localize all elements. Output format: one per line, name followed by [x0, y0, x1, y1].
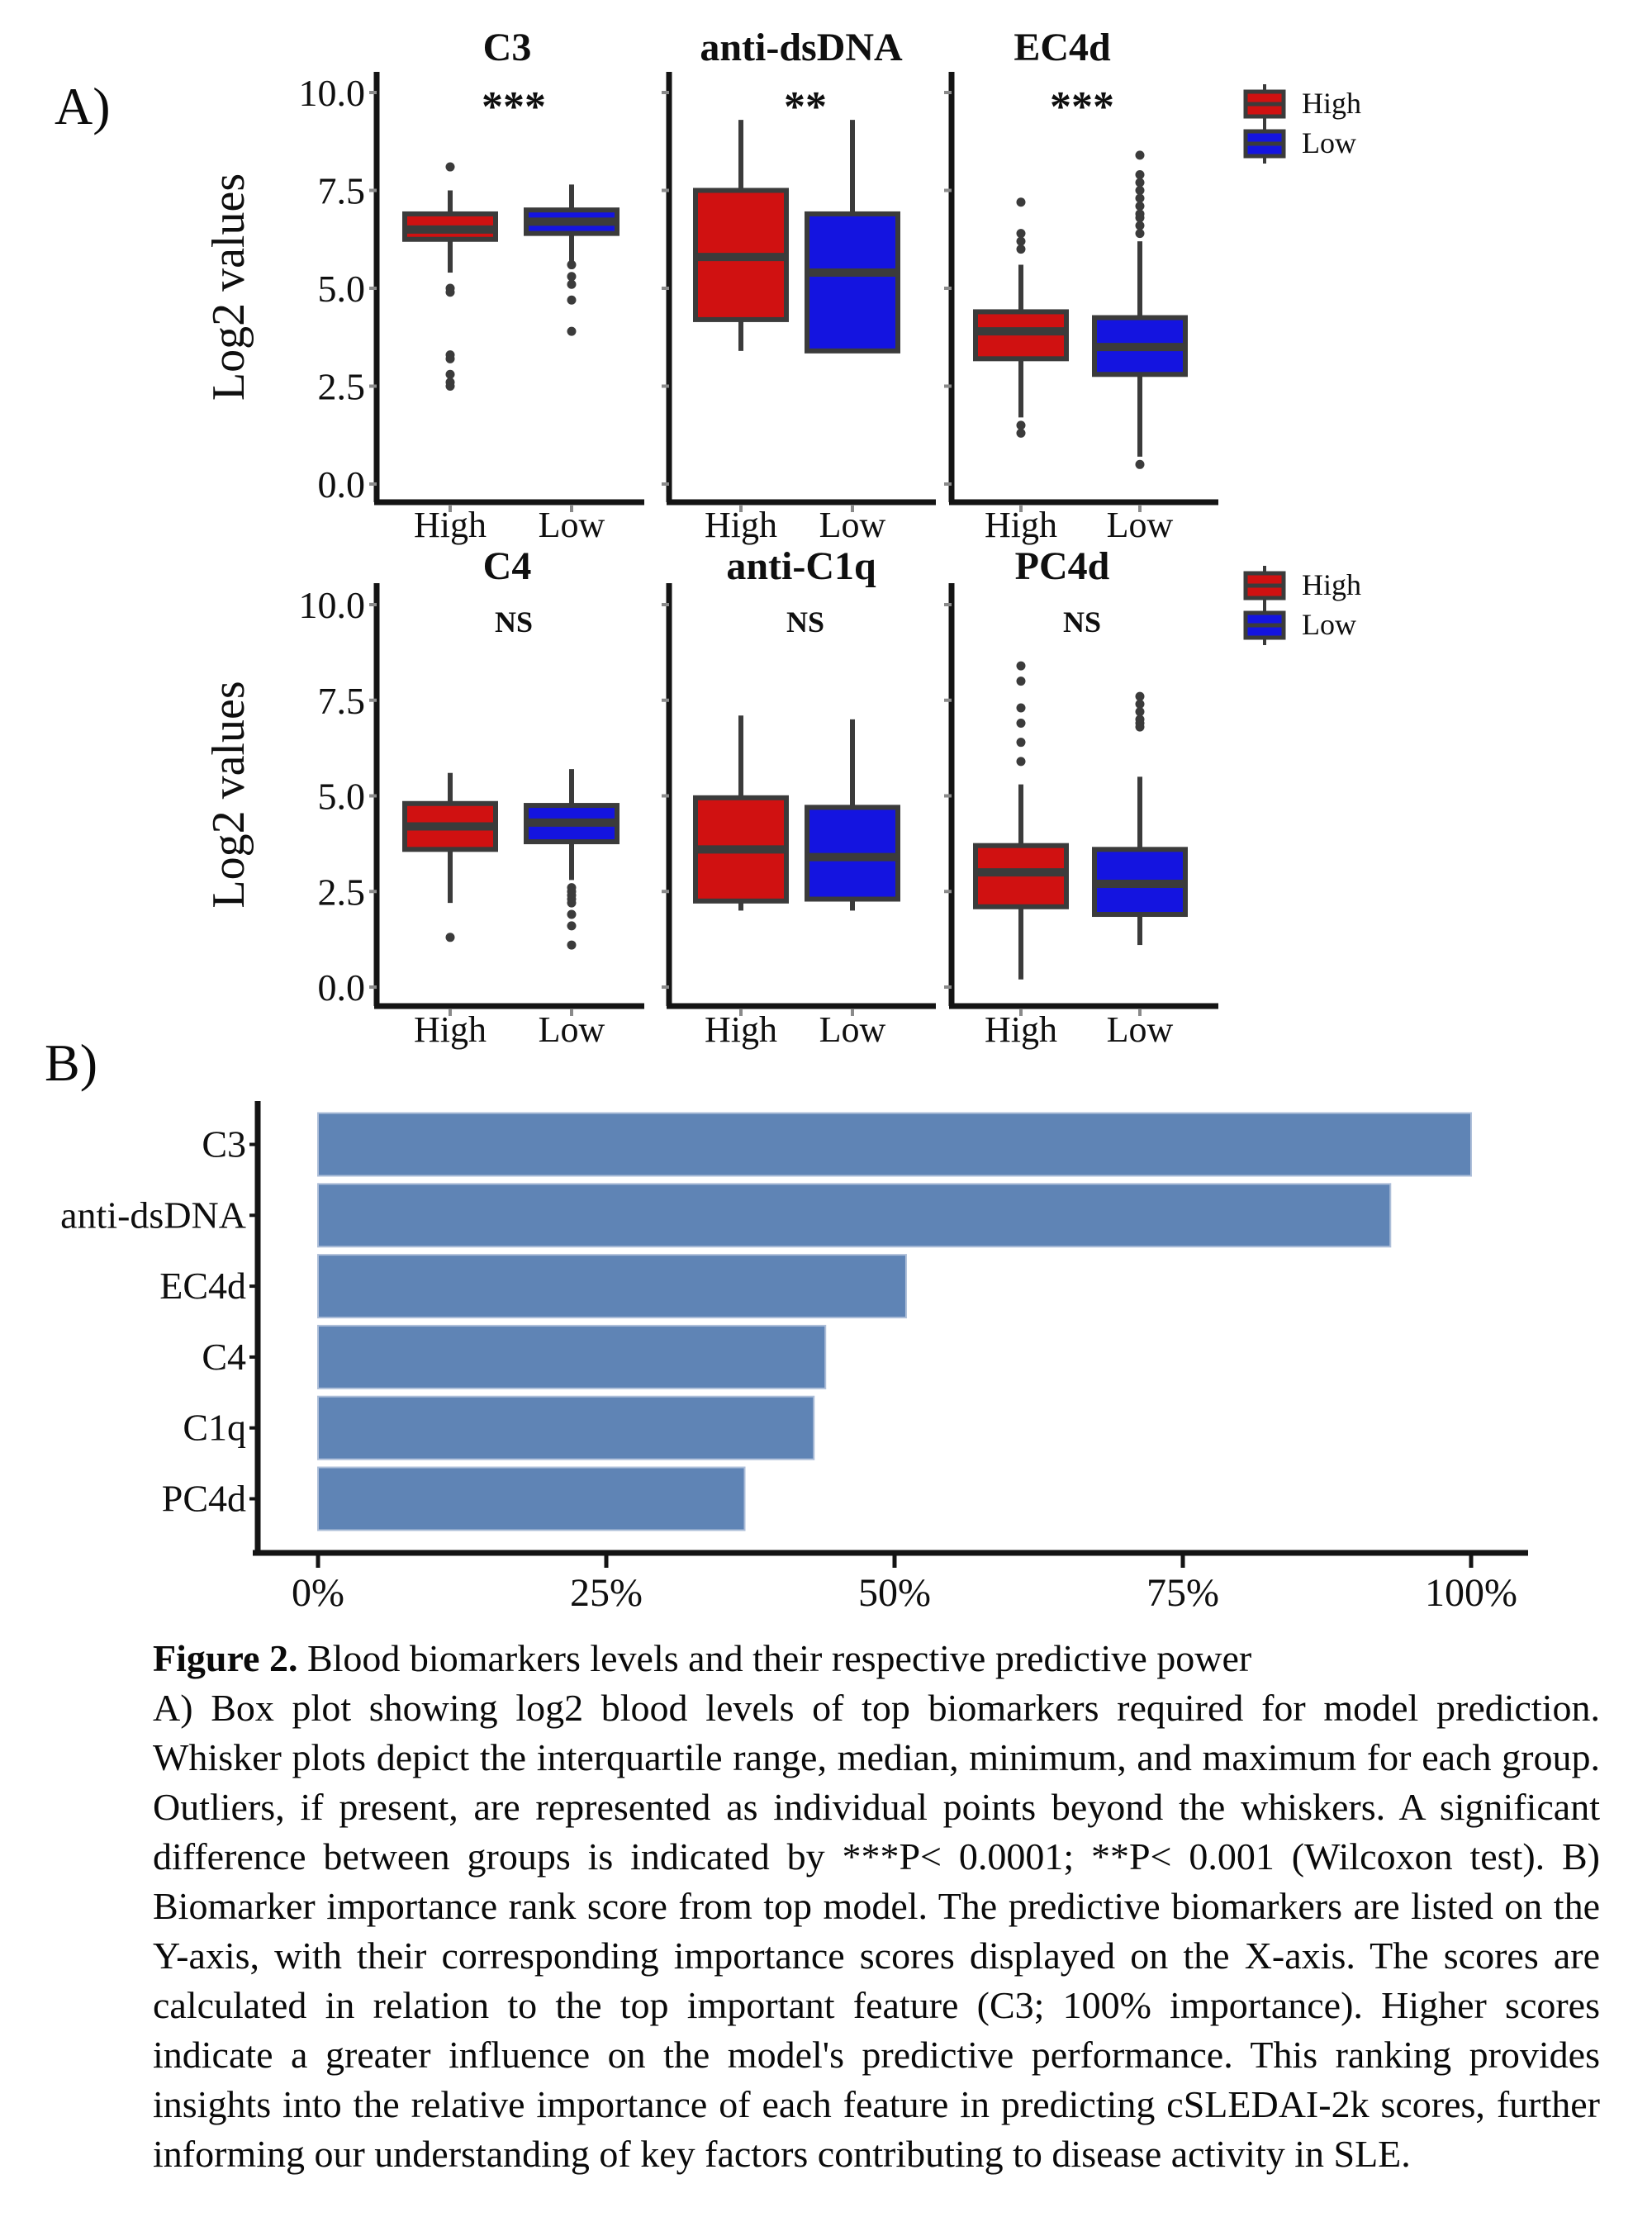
outlier-point [446, 163, 455, 172]
y-tick-label: 7.5 [317, 679, 365, 722]
outlier-point [1017, 420, 1026, 430]
outlier-point [1136, 460, 1145, 469]
subplot-EC4d [944, 26, 1218, 545]
x-category-label: High [705, 1009, 777, 1050]
outlier-point [446, 354, 455, 363]
outlier-point [567, 296, 577, 305]
y-tick-label: 7.5 [317, 169, 365, 212]
legend-label: Low [1302, 608, 1356, 641]
outlier-point [567, 280, 577, 289]
y-tick-label: 0.0 [317, 966, 365, 1009]
outlier-point [1017, 757, 1026, 766]
bar-EC4d [318, 1255, 906, 1317]
bar-category-label: C1q [183, 1406, 246, 1449]
y-tick-label: 5.0 [317, 268, 365, 310]
boxplot-row-1 [203, 26, 1361, 545]
subplot-title: anti-dsDNA [700, 26, 903, 69]
subplot-C3 [299, 26, 645, 545]
y-axis-title: Log2 values [203, 173, 254, 401]
x-tick-label: 100% [1425, 1571, 1517, 1615]
box-low [526, 184, 617, 335]
outlier-point [567, 941, 577, 950]
caption-title [153, 1634, 1600, 1683]
outlier-point [1017, 229, 1026, 238]
significance-label: NS [786, 605, 825, 639]
iqr-box [807, 214, 898, 351]
legend [1246, 566, 1361, 645]
significance-label: *** [482, 83, 546, 131]
outlier-point [1017, 719, 1026, 728]
box-low [1094, 150, 1185, 468]
box-low [526, 769, 617, 949]
bar-category-label: C3 [202, 1123, 246, 1165]
legend-label: High [1302, 568, 1361, 601]
subplot-title: C4 [482, 544, 532, 588]
legend-label: High [1302, 87, 1361, 120]
legend-label: Low [1302, 126, 1356, 159]
boxplot-row-2 [203, 544, 1361, 1050]
caption-body: A) Box plot showing log2 blood levels of top biomarkers required for model prediction. Whisker plots depict the interquartile range, median, minimum, and maximum for each group. Outliers, if present, are represented as individual points beyond the whiskers. A significant difference between groups is indicated by ***P< 0.0001; **P< 0.001 (Wilcoxon test). B) Biomarker importance rank score from top model. The predictive biomarkers are listed on the Y-axis, with their corresponding importance scores displayed on the X-axis. The scores are calculated in relation to the top important feature (C3; 100% importance). Higher scores indicate a greater influence on the model's predictive performance. This ranking provides insights into the relative importance of each feature in predicting cSLEDAI-2k scores, further informing our understanding of key factors contributing to disease activity in SLE. [153, 1687, 1600, 2175]
box-low [807, 120, 898, 351]
box-high [976, 197, 1066, 438]
subplot-anti-dsDNA [662, 26, 936, 545]
bar-category-label: C4 [202, 1335, 246, 1378]
x-category-label: High [414, 1009, 487, 1050]
outlier-point [446, 287, 455, 297]
outlier-point [1136, 202, 1145, 211]
subplot-title: EC4d [1014, 26, 1111, 69]
outlier-point [567, 910, 577, 919]
subplot-C4 [299, 544, 645, 1050]
box-low [807, 719, 898, 911]
y-tick-label: 2.5 [317, 871, 365, 914]
bar-C4 [318, 1326, 825, 1389]
significance-label: NS [1062, 605, 1102, 639]
outlier-point [1136, 178, 1145, 188]
outlier-point [1017, 704, 1026, 713]
outlier-point [567, 260, 577, 269]
boxplot-panel [0, 0, 1652, 1066]
bar-C3 [318, 1113, 1471, 1176]
significance-label: *** [1050, 83, 1114, 131]
outlier-point [1136, 723, 1145, 732]
bar-category-label: EC4d [159, 1265, 246, 1308]
outlier-point [1136, 186, 1145, 195]
x-category-label: Low [819, 1009, 886, 1050]
outlier-point [1017, 244, 1026, 254]
subplot-title: anti-C1q [726, 544, 876, 588]
bar-C1q [318, 1397, 814, 1460]
outlier-point [1136, 221, 1145, 230]
bar-chart-panel [0, 1066, 1652, 1644]
box-high [695, 120, 786, 351]
box-high [695, 715, 786, 910]
panel-b-label: B) [45, 1033, 97, 1092]
x-category-label: Low [538, 1009, 605, 1050]
bar-PC4d [318, 1468, 745, 1531]
outlier-point [1017, 429, 1026, 438]
outlier-point [567, 899, 577, 908]
box-low [1094, 692, 1185, 945]
x-category-label: High [414, 505, 487, 545]
outlier-point [1136, 150, 1145, 159]
outlier-point [567, 921, 577, 930]
outlier-point [1136, 229, 1145, 238]
x-tick-label: 0% [292, 1571, 344, 1615]
x-category-label: Low [538, 505, 605, 545]
outlier-point [1017, 676, 1026, 686]
x-category-label: High [985, 1009, 1057, 1050]
y-tick-label: 0.0 [317, 463, 365, 506]
y-tick-label: 10.0 [298, 584, 365, 626]
outlier-point [1136, 213, 1145, 222]
outlier-point [1017, 197, 1026, 207]
caption-figure-number: Figure 2. [153, 1637, 298, 1679]
caption-title-text: Blood biomarkers levels and their respective predictive power [297, 1637, 1252, 1679]
y-tick-label: 10.0 [298, 72, 365, 114]
bar-category-label: anti-dsDNA [60, 1194, 246, 1237]
y-axis-title: Log2 values [203, 681, 254, 909]
subplot-anti-C1q [662, 544, 936, 1050]
x-category-label: Low [1106, 505, 1174, 545]
box-high [976, 662, 1066, 980]
box-high [405, 773, 496, 942]
figure-caption [153, 1634, 1600, 2179]
box-high [405, 163, 496, 391]
outlier-point [446, 370, 455, 379]
legend [1246, 84, 1361, 164]
x-category-label: High [705, 505, 777, 545]
subplot-PC4d [944, 544, 1218, 1050]
outlier-point [567, 327, 577, 336]
outlier-point [567, 272, 577, 281]
y-tick-label: 2.5 [317, 365, 365, 408]
x-category-label: Low [819, 505, 886, 545]
y-tick-label: 5.0 [317, 775, 365, 818]
bar-category-label: PC4d [161, 1477, 246, 1520]
significance-label: ** [784, 83, 827, 131]
x-category-label: Low [1106, 1009, 1174, 1050]
significance-label: NS [494, 605, 534, 639]
outlier-point [1136, 170, 1145, 179]
outlier-point [1017, 738, 1026, 747]
outlier-point [1136, 193, 1145, 202]
subplot-title: PC4d [1014, 544, 1110, 588]
outlier-point [1017, 662, 1026, 671]
panel-a-label: A) [55, 77, 111, 135]
x-category-label: High [985, 505, 1057, 545]
x-tick-label: 50% [858, 1571, 931, 1615]
outlier-point [1017, 237, 1026, 246]
bar-anti-dsDNA [318, 1184, 1390, 1246]
importance-bar-chart [60, 1101, 1528, 1615]
outlier-point [446, 933, 455, 942]
x-tick-label: 25% [570, 1571, 643, 1615]
outlier-point [446, 382, 455, 391]
subplot-title: C3 [482, 26, 532, 69]
x-tick-label: 75% [1146, 1571, 1219, 1615]
